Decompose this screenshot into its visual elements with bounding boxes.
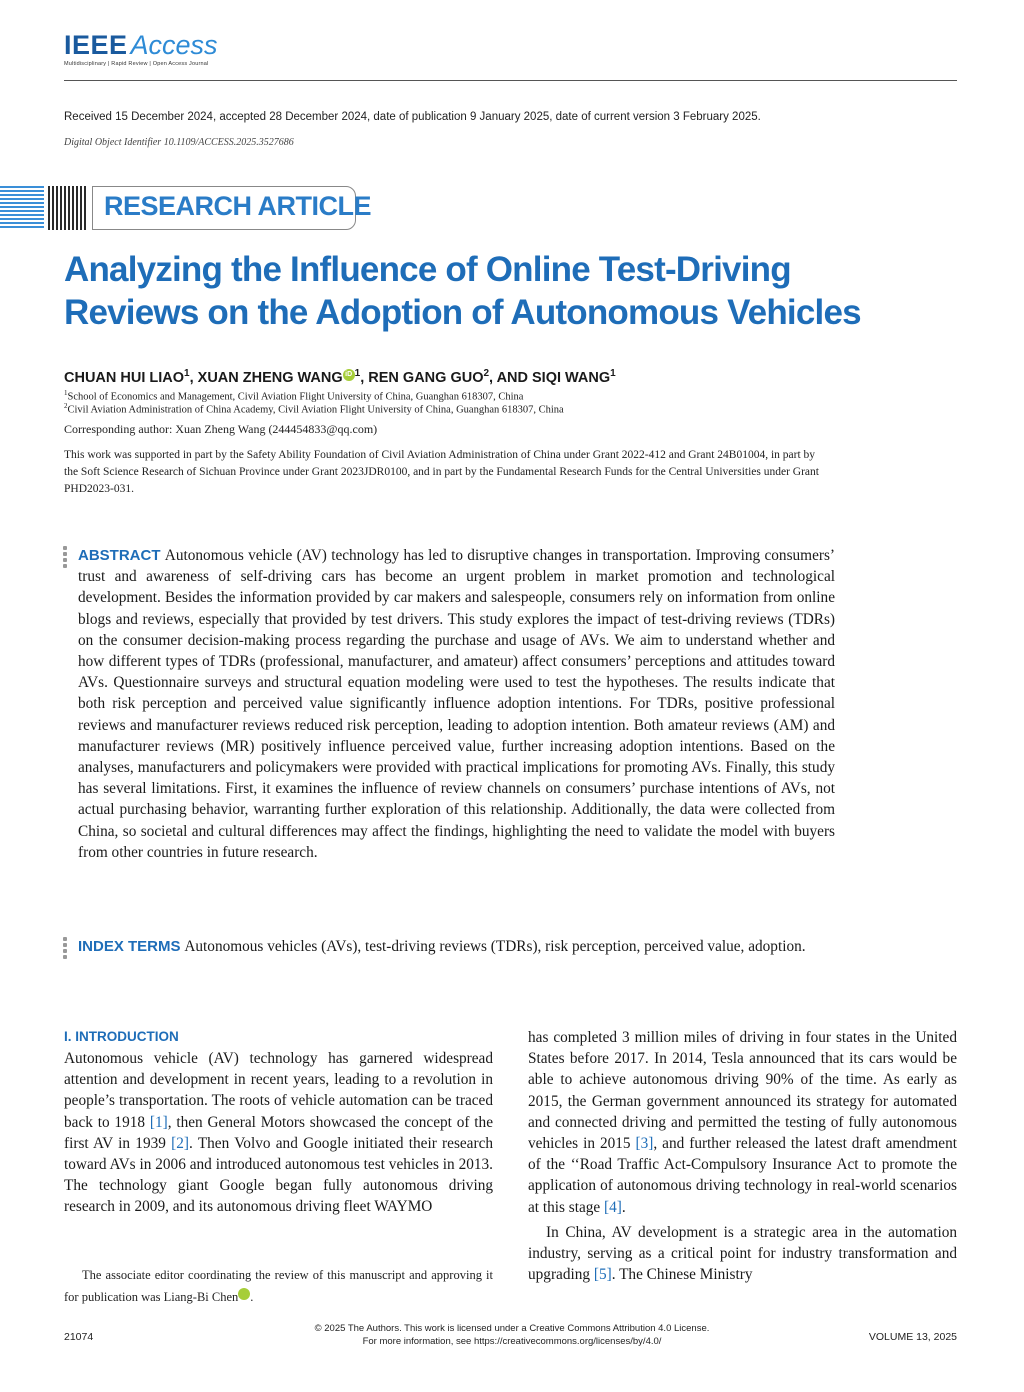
editor-footnote bbox=[64, 1264, 493, 1308]
right-column bbox=[528, 1027, 957, 1285]
footnote-text: The associate editor coordinating the review of this manuscript and approving it for publication was Liang-Bi Chen bbox=[64, 1268, 493, 1304]
section-heading: I. INTRODUCTION bbox=[64, 1029, 179, 1044]
banner-bars bbox=[48, 186, 88, 230]
affiliation-marker: 1 bbox=[184, 368, 190, 379]
article-title: Analyzing the Influence of Online Test-Driving Reviews on the Adoption of Autonomous Vehicles bbox=[64, 250, 861, 332]
author-list bbox=[64, 368, 616, 386]
citation-link[interactable]: [1] bbox=[149, 1113, 168, 1131]
text-run: . bbox=[621, 1198, 626, 1216]
orcid-icon[interactable]: iD bbox=[343, 369, 355, 381]
abstract-marker bbox=[63, 546, 68, 570]
affiliation-marker: 1 bbox=[354, 368, 361, 379]
license-link[interactable]: For more information, see https://creativecommons.org/licenses/by/4.0/ bbox=[362, 1336, 662, 1347]
footnote-end: . bbox=[250, 1290, 254, 1304]
affiliation-number: 2 bbox=[64, 402, 68, 410]
abstract-label: ABSTRACT bbox=[78, 547, 161, 564]
logo-ieee: IEEE bbox=[64, 30, 128, 60]
funding-statement: This work was supported in part by the Safety Ability Foundation of Civil Aviation Administration of China under Grant 2022-412 and Grant 24B01004, in part by the Soft Science Research of Sichuan Province under Grant 2023JDR0100, and in part by the Fundamental Research Funds for the Central Universities under Grant PHD2023-031. bbox=[64, 449, 819, 495]
author-name: , AND SIQI WANG bbox=[489, 369, 611, 386]
header-divider bbox=[64, 80, 957, 81]
text-run: Autonomous vehicle (AV) technology has garnered widespread attention and development in recent years, leading to a revolution in people’s transportation. The roots of vehicle automation can be traced back to 1918 bbox=[64, 1050, 493, 1131]
affiliation-text: School of Economics and Management, Civil Aviation Flight University of China, Guanghan 618307, China bbox=[67, 391, 524, 403]
doi: Digital Object Identifier 10.1109/ACCESS.2025.3527686 bbox=[64, 137, 294, 148]
paragraph bbox=[64, 1048, 493, 1218]
paragraph bbox=[528, 1027, 957, 1218]
volume-info: VOLUME 13, 2025 bbox=[868, 1331, 957, 1343]
affiliation-marker: 2 bbox=[483, 368, 490, 379]
paragraph bbox=[528, 1222, 957, 1286]
orcid-icon[interactable]: iD bbox=[238, 1288, 250, 1300]
index-terms-marker bbox=[63, 937, 68, 961]
citation-link[interactable]: [2] bbox=[171, 1134, 190, 1152]
index-terms-label: INDEX TERMS bbox=[78, 938, 181, 955]
license-line: © 2025 The Authors. This work is licensed under a Creative Commons Attribution 4.0 License. bbox=[314, 1323, 710, 1334]
received-dates: Received 15 December 2024, accepted 28 December 2024, date of publication 9 January 2025, date of current version 3 February 2025. bbox=[64, 111, 761, 123]
text-run: In China, AV development is a strategic area in the automation industry, serving as a critical point for industry transformation and upgrading bbox=[528, 1223, 957, 1284]
affiliation-text: Civil Aviation Administration of China Academy, Civil Aviation Flight University of China, Guanghan 618307, China bbox=[67, 404, 564, 416]
license-notice bbox=[200, 1322, 824, 1348]
text-run: . The Chinese Ministry bbox=[611, 1266, 753, 1284]
citation-link[interactable]: [5] bbox=[593, 1266, 612, 1284]
author-name: , XUAN ZHENG WANG bbox=[189, 369, 343, 386]
text-run: . Then Volvo and Google initiated their research toward AVs in 2006 and introduced autonomous test vehicles in 2013. The technology giant Google began fully autonomous driving research in 2009, and its autonomous driving fleet WAYMO bbox=[64, 1134, 494, 1216]
text-run: , then General Motors showcased the concept of the first AV in 1939 bbox=[64, 1113, 493, 1152]
page-number: 21074 bbox=[64, 1331, 94, 1343]
corresponding-author: Corresponding author: Xuan Zheng Wang (244454833@qq.com) bbox=[64, 422, 378, 436]
affiliation-1 bbox=[64, 389, 523, 403]
logo-tagline: Multidisciplinary | Rapid Review | Open Access Journal bbox=[64, 61, 209, 67]
affiliation-2 bbox=[64, 402, 564, 416]
left-column bbox=[64, 1048, 493, 1218]
index-terms bbox=[78, 936, 835, 957]
journal-logo bbox=[64, 30, 218, 67]
text-run: has completed 3 million miles of driving in four states in the United States before 2017. In 2014, Tesla announced that its cars would be able to achieve autonomous driving 90% of the time. As early as 2015, the German government announced its strategy for automated and connected driving and permitted the testing of fully autonomous vehicles in 2015 bbox=[528, 1029, 957, 1153]
text-run: , and further released the latest draft amendment of the ‘‘Road Traffic Act-Compulsory Insurance Act to promote the application of autonomous driving technology in real-world scenarios at this stage bbox=[528, 1135, 957, 1216]
article-type-banner: RESEARCH ARTICLE bbox=[104, 191, 372, 221]
abstract-text: Autonomous vehicle (AV) technology has led to disruptive changes in transportation. Improving consumers’ trust and awareness of self-driving cars has become an urgent problem in market promotion and technological development. Besides the information provided by car makers and salespeople, consumers rely on information from online blogs and reviews, especially that provided by test drivers. This study explores the impact of test-driving reviews (TDRs) on the consumer decision-making process regarding the purchase and usage of AVs. We aim to understand whether and how different types of TDRs (professional, manufacturer, and amateur) affect consumers’ perceptions and attitudes toward AVs. Questionnaire surveys and structural equation modeling were used to test the hypotheses. The results indicate that both risk perception and perceived value significantly influence adoption intentions. For TDRs, positive professional reviews and manufacturer reviews reduced risk perception, leading to adoption intention. Both amateur reviews (AM) and manufacturer reviews (MR) positively influence perceived value, further increasing adoption intentions. Based on the analyses, manufacturers and policymakers were provided with practical implications for promoting AVs. Finally, this study has several limitations. First, it examines the influence of review channels on consumers’ purchase intentions of AVs, not actual purchasing behavior, warranting further exploration of this relationship. Additionally, the data were collected from China, so societal and cultural differences may affect the findings, highlighting the need to validate the model with buyers from other countries in future research. bbox=[78, 547, 835, 861]
logo-access: Access bbox=[130, 30, 218, 60]
abstract bbox=[78, 545, 835, 863]
author-name: , REN GANG GUO bbox=[360, 369, 484, 386]
author-name: CHUAN HUI LIAO bbox=[64, 369, 185, 386]
banner-stripes bbox=[0, 186, 44, 230]
affiliation-number: 1 bbox=[64, 389, 68, 397]
index-terms-text: Autonomous vehicles (AVs), test-driving reviews (TDRs), risk perception, perceived value, adoption. bbox=[184, 938, 806, 955]
affiliation-marker: 1 bbox=[610, 368, 616, 379]
citation-link[interactable]: [3] bbox=[635, 1135, 654, 1153]
citation-link[interactable]: [4] bbox=[604, 1198, 622, 1216]
